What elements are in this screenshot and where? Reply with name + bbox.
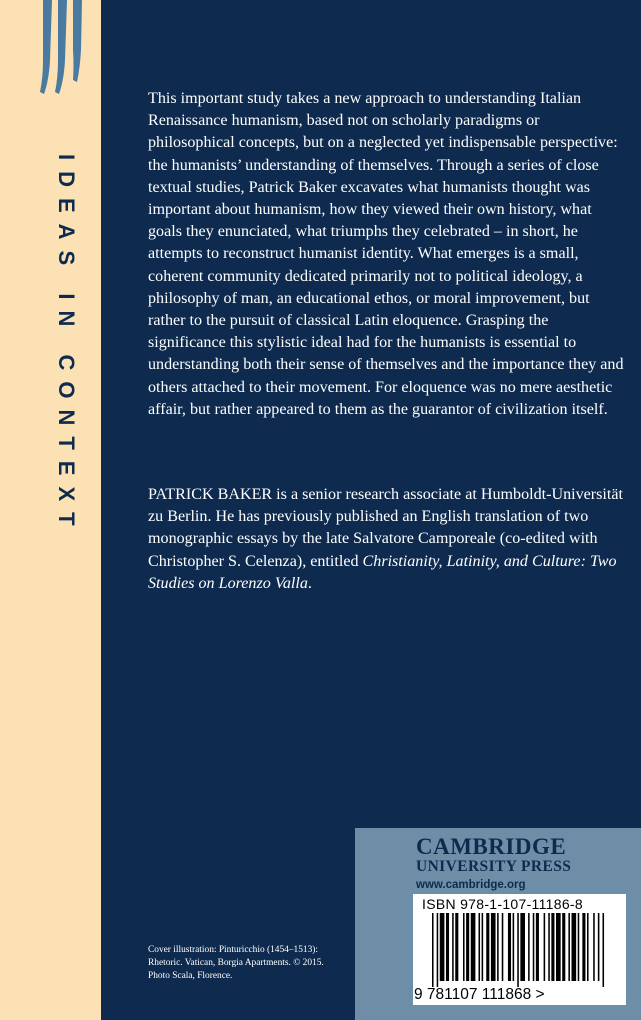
barcode-bar	[446, 913, 449, 981]
barcode-bar	[482, 913, 484, 981]
barcode-bar	[536, 913, 539, 981]
spine-panel	[0, 0, 101, 1020]
barcode-bars	[418, 913, 622, 987]
barcode-bar	[452, 913, 454, 981]
barcode-bar	[568, 913, 570, 981]
barcode-bar	[598, 913, 600, 981]
barcode-bar	[479, 913, 481, 981]
author-bio-text: PATRICK BAKER is a senior research associate at Humboldt-Universität zu Berlin. He has previously published an English translation of two monographic essays by the late Salvatore Camporeale (co-edited with Christopher S. Celenza), entitled	[148, 486, 623, 570]
barcode-bar	[437, 913, 439, 987]
author-bio	[148, 484, 626, 595]
barcode-bar	[517, 913, 519, 987]
barcode-bar	[432, 913, 434, 987]
book-description: This important study takes a new approach to understanding Italian Renaissance humanism, based not on scholarly paradigms or philosophical concepts, but on a neglected yet indispensable perspective: the humanists’ understanding of themselves. Through a series of close textual studies, Patrick Baker excavates what humanists thought was important about humanism, how they viewed their own history, what goals they enunciated, what triumphs they celebrated – in short, he attempts to reconstruct humanist identity. What emerges is a small, coherent community dedicated primarily not to political ideology, a philosophy of man, an educational ethos, or moral improvement, but rather to the pursuit of classical Latin eloquence. Grasping the significance this stylistic ideal had for the humanists is essential to understanding both their sense of themselves and the importance they and others attached to their movement. For eloquence was no mere aesthetic affair, but rather appeared to them as the guarantor of civilization itself.	[148, 90, 624, 418]
barcode-bar	[513, 913, 515, 981]
cover-illustration-credit: Cover illustration: Pinturicchio (1454–1513): Rhetoric. Vatican, Borgia Apartments. © 2015. Photo Scala, Florence.	[148, 945, 324, 982]
barcode-bar	[502, 913, 504, 981]
barcode-bar	[471, 913, 476, 981]
barcode-bar	[593, 913, 595, 981]
barcode-bar	[578, 913, 580, 981]
barcode-bar	[466, 913, 469, 981]
barcode-bar	[544, 913, 546, 981]
barcode-digits: 9 781107 111868 >	[414, 986, 545, 1003]
publisher-website: www.cambridge.org	[416, 879, 526, 891]
barcode-bar	[440, 913, 445, 981]
barcode-bar	[548, 913, 550, 981]
spine-stripe-1	[40, 0, 52, 94]
isbn-label: ISBN 978-1-107-11186-8	[422, 896, 583, 912]
author-bio-end: .	[307, 574, 312, 592]
barcode-bar	[582, 913, 585, 981]
barcode-bar	[463, 913, 465, 981]
author-previous-book-title: Christianity, Latinity, and Culture: Two Studies on Lorenzo Valla	[148, 552, 617, 592]
barcode-bar	[551, 913, 554, 981]
spine-stripes-graphic	[40, 0, 88, 95]
publisher-name: CAMBRIDGE	[416, 834, 567, 859]
publisher-subtitle: UNIVERSITY PRESS	[416, 858, 572, 875]
barcode-bar	[556, 913, 561, 981]
series-title: IDEAS IN CONTEXT	[54, 154, 79, 537]
barcode-bar	[455, 913, 458, 981]
barcode-bar	[491, 913, 496, 981]
barcode-bar	[572, 913, 577, 981]
barcode-bar	[508, 913, 511, 981]
spine-stripe-3	[73, 0, 82, 82]
barcode-bar	[603, 913, 605, 987]
barcode-bar	[497, 913, 499, 981]
spine-stripe-2	[55, 0, 67, 94]
barcode-bar	[533, 913, 535, 981]
barcode-bar	[528, 913, 530, 981]
barcode-bar	[562, 913, 565, 981]
barcode-bar	[520, 913, 525, 981]
barcode-bar	[587, 913, 589, 981]
barcode-bar	[486, 913, 489, 981]
